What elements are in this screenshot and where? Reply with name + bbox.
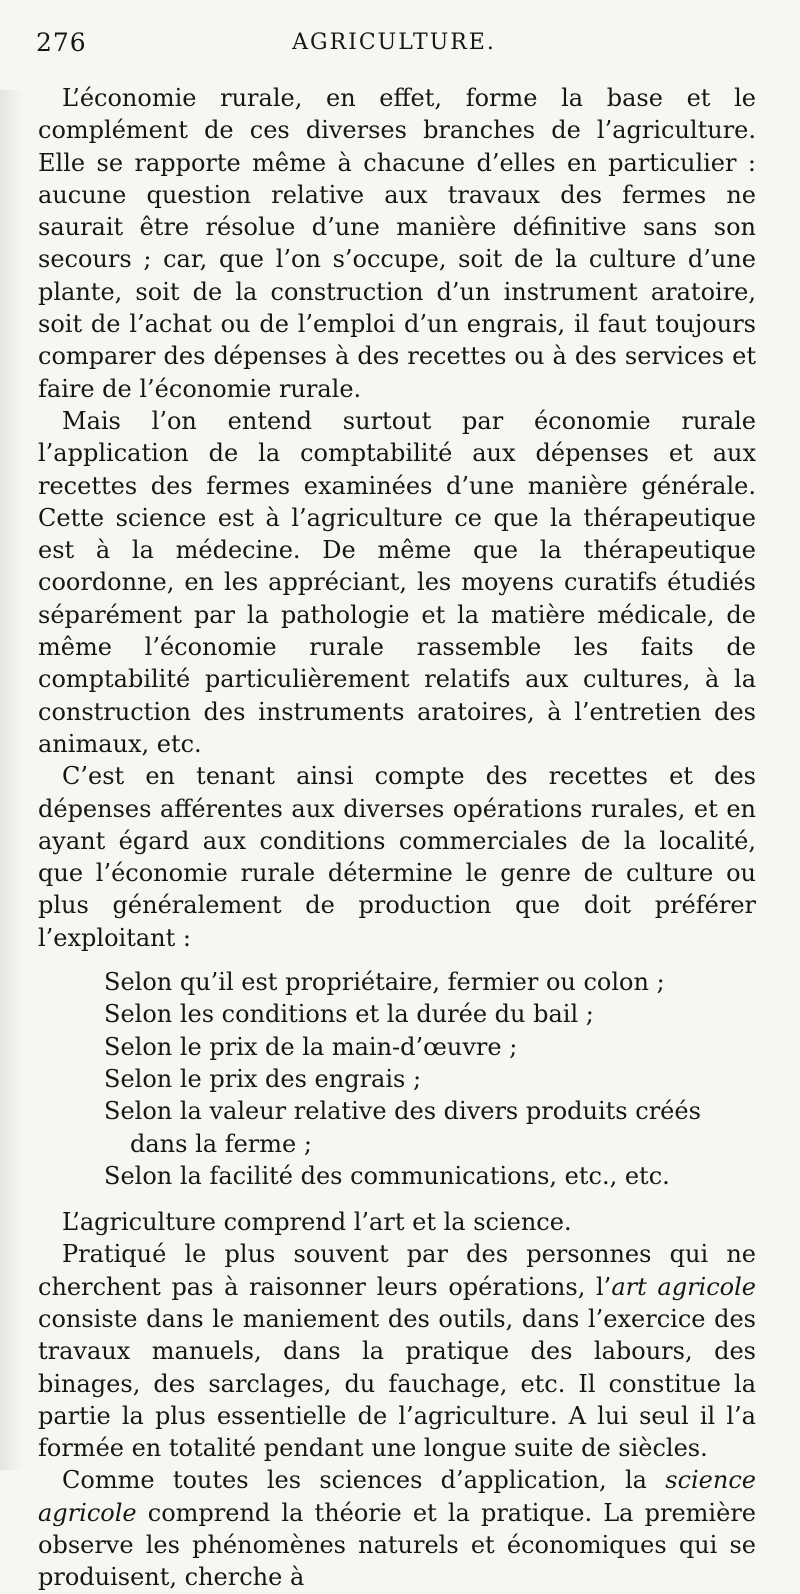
paragraph-economie-rurale: L’économie rurale, en effet, forme la base et le complément de ces diverses branches de l’agriculture. Elle se rapporte même à chacune d’elles en particulier : aucune question relative aux travaux des fermes ne saurait être résolue d’une manière définitive sans son secours ; car, que l’on s’occupe, soit de la culture d’une plante, soit de la construction d’un instrument aratoire, soit de l’achat ou de l’emploi d’un engrais, il faut toujours comparer des dépenses à des recettes ou à des services et faire de l’économie rurale. [38, 84, 756, 403]
text-run: Comme toutes les sciences d’application, la [62, 1466, 666, 1495]
paragraph-comptabilite: Mais l’on entend surtout par économie rurale l’application de la comptabilité aux dépenses et aux recettes des fermes examinées d’une manière générale. Cette science est à l’agriculture ce que la thérapeutique est à la médecine. De même que la thérapeutique coordonne, en les appréciant, les moyens curatifs étudiés séparément par la pathologie et la matière médicale, de même l’économie rurale rassemble les faits de comptabilité particulièrement relatifs aux cultures, à la construction des instruments aratoires, à l’entretien des animaux, etc. [38, 406, 756, 758]
list-item: Selon la facilité des communications, etc., etc. [104, 1161, 670, 1190]
paragraph-art-science: L’agriculture comprend l’art et la science. [62, 1208, 572, 1237]
emphasis-art-agricole: art agricole [611, 1272, 756, 1301]
list-item: Selon les conditions et la durée du bail ; [104, 1000, 594, 1029]
conditions-list [38, 966, 756, 1192]
list-item: Selon le prix de la main-d’œuvre ; [104, 1032, 518, 1061]
text-run: consiste dans le maniement des outils, dans l’exercice des travaux manuels, dans la pratique des labours, des binages, des sarclages, du fauchage, etc. Il constitue la partie la plus essentielle de l’agriculture. A lui seul il l’a formée en totalité pendant une longue suite de siècles. [38, 1304, 756, 1463]
page-header [36, 28, 752, 68]
paragraph-exploitant: C’est en tenant ainsi compte des recettes et des dépenses afférentes aux diverses opérations rurales, et en ayant égard aux conditions commerciales de la localité, que l’économie rurale détermine le genre de culture ou plus généralement de production que doit préférer l’exploitant : [38, 762, 756, 952]
paragraph-science-agricole [38, 1464, 756, 1593]
list-item: Selon qu’il est propriétaire, fermier ou colon ; [104, 968, 665, 997]
list-item: Selon le prix des engrais ; [104, 1064, 422, 1093]
page-gutter-shadow [0, 90, 24, 1470]
list-item: Selon la valeur relative des divers produits créés dans la ferme ; [104, 1097, 701, 1158]
running-head: AGRICULTURE. [292, 30, 496, 55]
text-run: Pratiqué le plus souvent par des personnes qui ne cherchent pas à raisonner leurs opérations, l’ [38, 1240, 756, 1301]
page-number: 276 [36, 28, 87, 57]
text-run: comprend la théorie et la pratique. La première observe les phénomènes naturels et économiques qui se produisent, cherche à [38, 1498, 756, 1592]
body-text [38, 82, 756, 1594]
emphasis-science-agricole: science agricole [38, 1466, 756, 1527]
paragraph-art-agricole [38, 1238, 756, 1464]
